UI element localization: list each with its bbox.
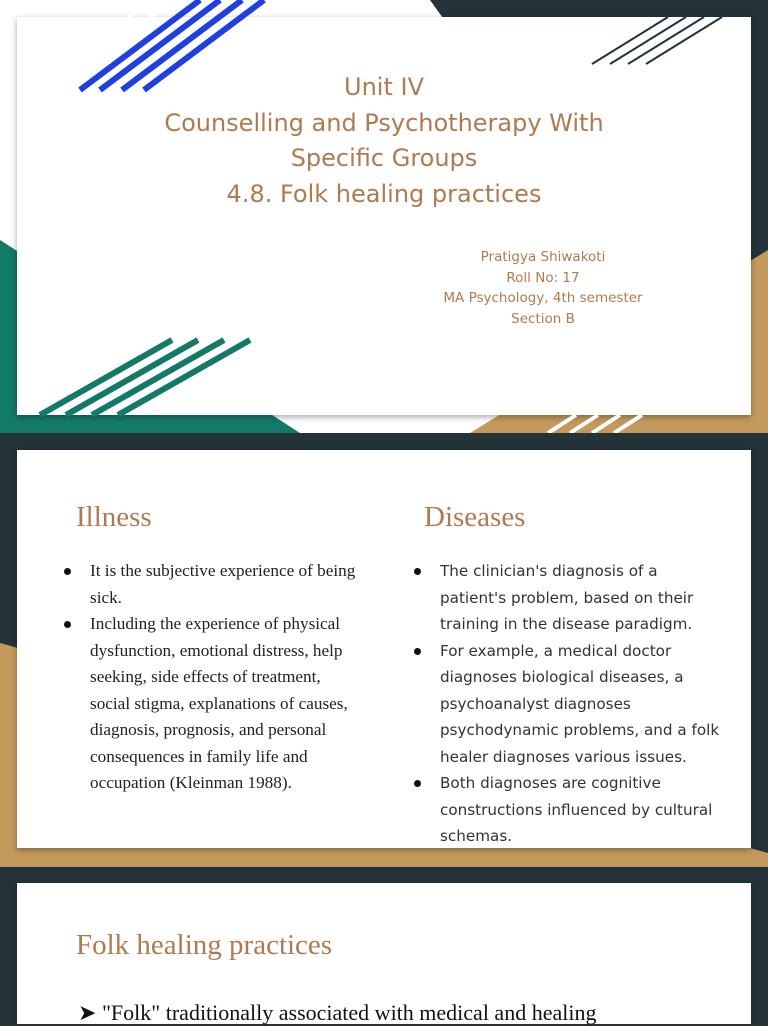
- slide-1-title: [0, 70, 768, 212]
- list-item: The clinician's diagnosis of a patient's problem, based on their training in the disease paradigm.: [412, 558, 722, 638]
- arrow-bullet-icon: ➤: [78, 1000, 97, 1025]
- slide-2: [0, 433, 768, 867]
- author-name: Pratigya Shiwakoti: [480, 249, 606, 265]
- list-item: For example, a medical doctor diagnoses biological diseases, a psychoanalyst diagnoses psychodynamic problems, and a folk healer diagnoses various issues.: [412, 638, 722, 771]
- list-item: It is the subjective experience of being sick.: [62, 558, 362, 611]
- author-section: Section B: [511, 310, 575, 327]
- author-roll: Roll No: 17: [506, 269, 580, 286]
- diseases-clip: [17, 450, 751, 866]
- author-program: MA Psychology, 4th semester: [443, 290, 643, 306]
- slide-1: [0, 0, 768, 433]
- title-line-4: 4.8. Folk healing practices: [226, 179, 542, 208]
- bullet-dot-icon: [414, 648, 421, 655]
- bullet-dot-icon: [414, 780, 421, 787]
- folk-bullet-text: "Folk" traditionally associated with medical and healing: [101, 1000, 597, 1025]
- title-line-2: Counselling and Psychotherapy With: [164, 108, 604, 137]
- diseases-heading: Diseases: [424, 501, 526, 533]
- list-item: Including the experience of physical dysfunction, emotional distress, help seeking, side effects of treatment, social stigma, explanations of causes, diagnosis, prognosis, and personal consequences in family life and occupation (Kleinman 1988).: [62, 611, 362, 797]
- illness-heading: Illness: [76, 501, 152, 533]
- author-info: [430, 247, 656, 329]
- bullet-dot-icon: [414, 568, 421, 575]
- list-item: Both diagnoses are cognitive constructions influenced by cultural schemas.: [412, 770, 722, 850]
- folk-bullet-line: [78, 1000, 596, 1026]
- folk-healing-heading: Folk healing practices: [76, 929, 333, 961]
- diseases-bullet-list: [412, 558, 722, 850]
- title-line-1: Unit IV: [344, 73, 424, 101]
- slide-1-stripes: [0, 0, 768, 433]
- title-line-3: Specific Groups: [290, 144, 478, 172]
